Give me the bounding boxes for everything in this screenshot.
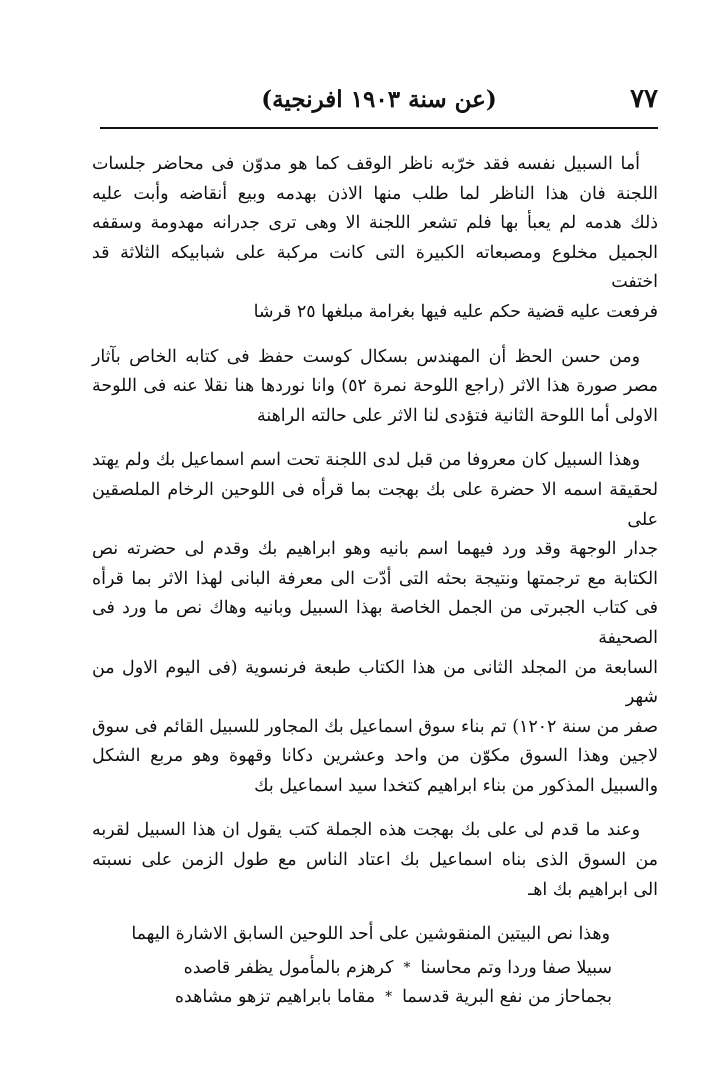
text-line: لاجين وهذا السوق مكوّن من واحد وعشرين دكانا وقهوة وهو مربع الشكل: [92, 746, 658, 767]
paragraph-2: [92, 343, 658, 432]
text-line: لحقيقة اسمه الا حضرة على بك بهجت بما قرأه فى اللوحين الرخام الملصقين على: [92, 479, 658, 530]
verse-second-hemistich: مقاما بابراهيم تزهو مشاهده: [174, 987, 376, 1008]
text-line: ومن حسن الحظ أن المهندس بسكال كوست حفظ فى كتابه الخاص بآثار: [92, 346, 640, 367]
verse-separator: *: [403, 959, 411, 976]
verse-separator: *: [385, 989, 393, 1006]
running-title: (عن سنة ١٩٠٣ افرنجية): [261, 86, 497, 113]
text-line: من السوق الذى بناه اسماعيل بك اعتاد الناس مع طول الزمن على نسبته: [92, 850, 658, 871]
page-header: [100, 82, 658, 126]
verse-first-hemistich: بجماحاز من نفع البرية قدسما: [402, 987, 612, 1008]
paragraph-3: [92, 446, 658, 801]
verse-second-hemistich: كرهزم بالمأمول يظفر قاصده: [183, 957, 394, 978]
text-line: جدار الوجهة وقد ورد فيهما اسم بانيه وهو ابراهيم بك وقدم لى حضرته نص: [92, 539, 658, 560]
text-line: السابعة من المجلد الثانى من هذا الكتاب طبعة فرنسوية (فى اليوم الاول من شهر: [92, 657, 658, 708]
verse-line: [92, 954, 658, 984]
header-rule: [100, 127, 658, 129]
paragraph-1: [92, 150, 658, 328]
page-number: ٧٧: [630, 84, 658, 114]
text-line: فى كتاب الجبرتى من الجمل الخاصة بهذا السبيل وبانيه وهاك نص ما ورد فى الصحيفة: [92, 598, 658, 648]
text-line: وعند ما قدم لى على بك بهجت هذه الجملة كتب يقول ان هذا السبيل لقربه: [92, 820, 640, 841]
text-line: الاولى أما اللوحة الثانية فتؤدى لنا الاثر على حالته الراهنة: [257, 405, 658, 426]
text-line: ذلك هدمه لم يعبأ بها فلم تشعر اللجنة الا وهى ترى جدرانه مهدومة وسقفه: [92, 213, 658, 234]
text-line: مصر صورة هذا الاثر (راجع اللوحة نمرة ٥٢) وانا نوردها هنا نقلا عنه فى اللوحة: [92, 376, 658, 397]
body-text: [92, 150, 658, 1013]
text-line: وهذا السبيل كان معروفا من قبل لدى اللجنة تحت اسم اسماعيل بك ولم يهتد: [92, 450, 640, 471]
inscription-intro: وهذا نص البيتين المنقوشين على أحد اللوحين السابق الاشارة اليهما: [131, 924, 610, 945]
text-line: الى ابراهيم بك اهـ: [528, 879, 658, 900]
text-line: والسبيل المذكور من بناء ابراهيم كتخدا سيد اسماعيل بك: [254, 775, 658, 796]
text-line: صفر من سنة ١٢٠٢) تم بناء سوق اسماعيل بك المجاور للسبيل القائم فى سوق: [92, 716, 658, 737]
text-line: أما السبيل نفسه فقد خرّبه ناظر الوقف كما هو مدوّن فى محاضر جلسات: [92, 154, 640, 174]
verse-line: [92, 983, 658, 1013]
text-line: فرفعت عليه قضية حكم عليه فيها بغرامة مبلغها ٢٥ قرشا: [253, 301, 658, 322]
text-line: الجميل مخلوع ومصبعاته الكبيرة التى كانت مركبة على شبابيكه الثلاثة قد اختفت: [92, 242, 658, 293]
paragraph-4: [92, 816, 658, 905]
text-line: الكتابة مع ترجمتها ونتيجة بحثه التى أدّت الى معرفة البانى لهذا الاثر بما قرأه: [92, 568, 658, 589]
text-line: اللجنة فان هذا الناظر لما طلب منها الاذن بهدمه وبيع أنقاضه وأبت عليه: [92, 183, 658, 204]
verse-first-hemistich: سبيلا صفا وردا وتم محاسنا: [420, 957, 612, 978]
